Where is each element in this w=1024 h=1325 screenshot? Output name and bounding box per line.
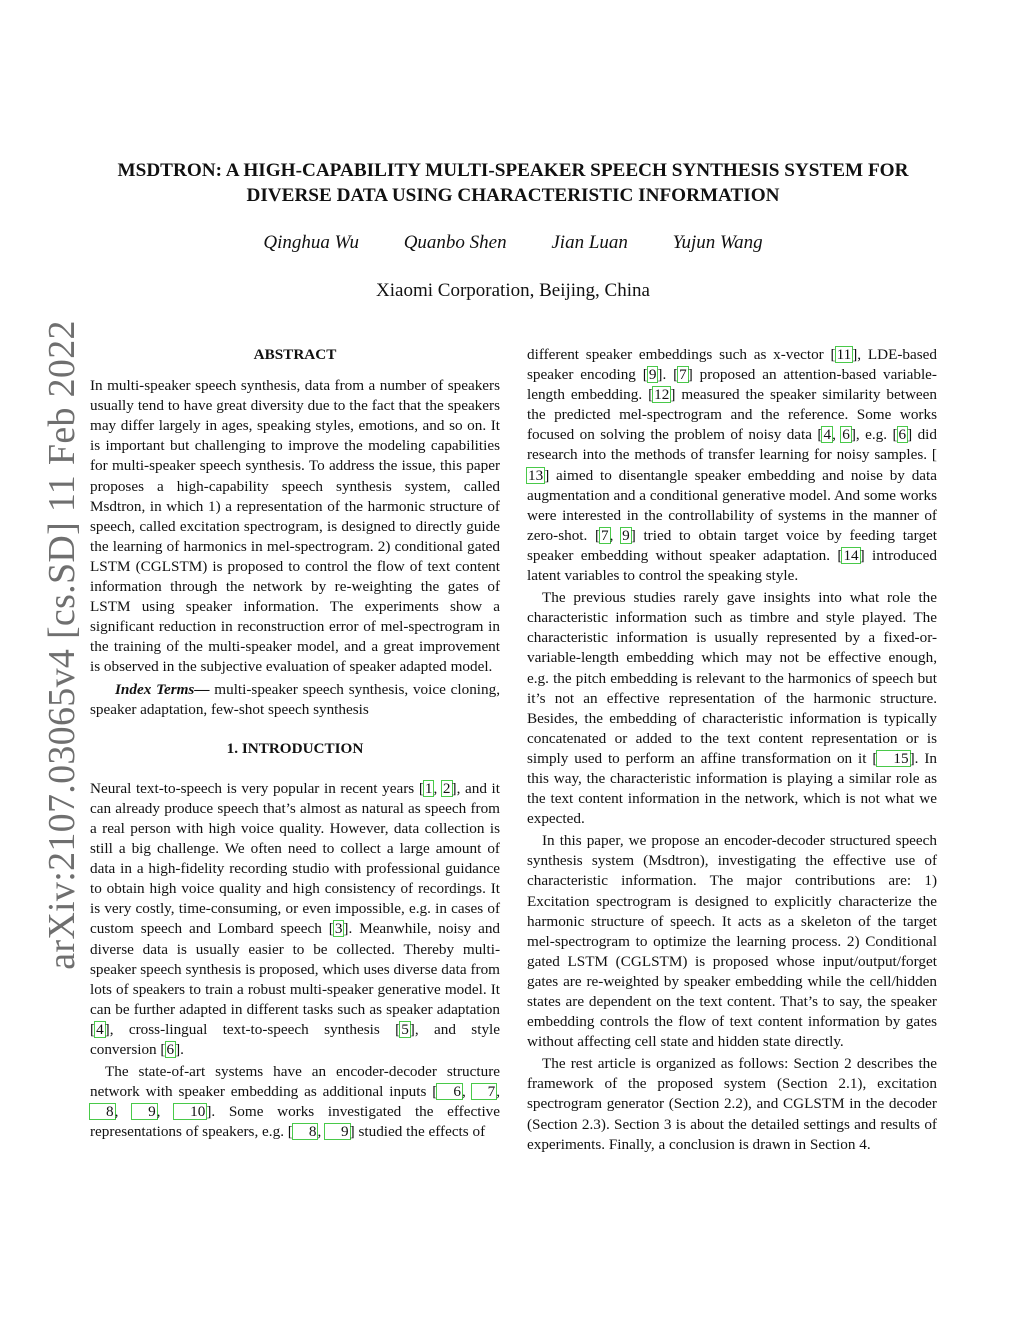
- text-run: ], e.g. [: [850, 426, 898, 444]
- citation-link[interactable]: 2: [442, 779, 451, 797]
- citation-link[interactable]: 4: [823, 426, 832, 444]
- citation-link[interactable]: 8: [90, 1104, 115, 1119]
- author-name: Yujun Wang: [672, 232, 763, 253]
- text-run: ] aimed to disentangle speaker embedding and noise by data augmentation and a conditional generative model. And some works were interested in the controllability of systems in the manner of zero-shot. [: [527, 466, 937, 544]
- citation-link[interactable]: 1: [424, 779, 433, 797]
- arxiv-identifier: arXiv:2107.03065v4 [cs.SD] 11 Feb 2022: [41, 320, 83, 970]
- index-terms-label: Index Terms—: [115, 680, 210, 698]
- text-run: ] proposed an attention-based variable-length embedding. [: [527, 366, 937, 404]
- text-run: ,: [156, 1103, 175, 1121]
- citation-link[interactable]: 7: [679, 366, 687, 384]
- text-run: ,: [832, 426, 842, 444]
- index-terms: [90, 680, 500, 720]
- left-column: [90, 345, 500, 1142]
- citation-link[interactable]: 6: [898, 426, 907, 444]
- citation-link[interactable]: 13: [528, 466, 544, 484]
- citation-link[interactable]: 8: [293, 1124, 318, 1139]
- text-run: ], and it can already produce speech that’s almost as natural as speech from a real person with high voice quality. However, data collection is still a big challenge. We often need to collect a large amount of data in a high-fidelity recording studio with professional guidance to obtain high voice quality and high consistency of recordings. It is very costly, time-consuming, or even impossible, e.g. in cases of custom speech and Lombard speech [: [90, 779, 500, 938]
- citation-link[interactable]: 6: [437, 1084, 462, 1099]
- right-column: [527, 345, 937, 1155]
- citation-link[interactable]: 4: [96, 1020, 104, 1038]
- text-run: Neural text-to-speech is very popular in recent years [: [90, 779, 424, 797]
- citation-link[interactable]: 15: [877, 751, 909, 766]
- text-run: ,: [496, 1083, 500, 1101]
- text-run: ] did research into the methods of transfer learning for noisy samples. [: [527, 426, 937, 464]
- text-run: ] introduced latent variables to control the speaking style.: [527, 546, 937, 585]
- intro-paragraph-2: [90, 1062, 500, 1142]
- citation-link[interactable]: 7: [601, 526, 609, 544]
- citation-link[interactable]: 14: [843, 546, 859, 564]
- author-name: Quanbo Shen: [403, 232, 507, 253]
- text-run: ]. In this way, the characteristic information is playing a similar role as the text content information in the network, which is not what we expected.: [527, 749, 937, 828]
- text-run: ], LDE-based speaker encoding [: [527, 346, 937, 384]
- citation-link[interactable]: 12: [654, 386, 670, 404]
- text-run: ] measured the speaker similarity between the predicted mel-spectrogram and the reference. Some works focused on solving the problem of noisy data [: [527, 386, 937, 444]
- text-run: ]. [: [657, 366, 679, 384]
- citation-link[interactable]: 10: [174, 1104, 206, 1119]
- index-terms-text: multi-speaker speech synthesis, voice cloning, speaker adaptation, few-shot speech synthesis: [90, 680, 500, 718]
- citation-link[interactable]: 5: [401, 1020, 409, 1038]
- text-run: different speaker embeddings such as x-vector [: [527, 346, 836, 363]
- text-run: ,: [609, 526, 622, 544]
- citation-link[interactable]: 7: [472, 1084, 497, 1099]
- text-run: ]. Meanwhile, noisy and diverse data is usually easier to be collected. Thereby multi-speaker speech synthesis is proposed, which uses diverse data from lots of speakers to train a robust multi-speaker generative model. It can be further adapted in different tasks such as speaker adaptation [: [90, 920, 501, 1038]
- text-run: The state-of-art systems have an encoder-decoder structure network with speaker embedding as additional inputs [: [90, 1063, 500, 1101]
- introduction-heading: 1. INTRODUCTION: [226, 739, 364, 757]
- text-run: ], and style conversion [: [90, 1020, 500, 1058]
- intro-paragraph-1: [90, 779, 500, 1060]
- text-run: ] studied the effects of: [349, 1123, 486, 1141]
- text-run: The previous studies rarely gave insights into what role the characteristic information such as timbre and style played. The characteristic information is usually represented by a fixed-or-variable-length embedding which may not be effective enough, e.g. the pitch embedding is relevant to the harmonics of speech but it’s not an effective representation of the harmonic structure. Besides, the embedding of characteristic information is typically concatenated or added to the text content representation or is simply used to perform an affine transformation on it [: [527, 589, 937, 767]
- affiliation: Xiaomi Corporation, Beijing, China: [376, 280, 650, 301]
- text-run: ] tried to obtain target voice by feeding target speaker embedding without speaker adaptation. [: [527, 526, 937, 564]
- citation-link[interactable]: 6: [166, 1041, 175, 1058]
- citation-link[interactable]: 9: [622, 526, 630, 544]
- text-run: ,: [317, 1123, 326, 1141]
- intro-paragraph-4: [527, 588, 937, 829]
- text-run: ,: [114, 1103, 133, 1121]
- author-name: Jian Luan: [551, 232, 628, 253]
- citation-link[interactable]: 3: [334, 920, 343, 938]
- intro-paragraph-3: [527, 345, 937, 586]
- citation-link[interactable]: 9: [325, 1124, 350, 1139]
- citation-link[interactable]: 6: [842, 426, 850, 444]
- author-list: [90, 230, 936, 256]
- text-run: ,: [433, 779, 442, 797]
- citation-link[interactable]: 9: [132, 1104, 157, 1119]
- citation-link[interactable]: 9: [648, 366, 657, 384]
- citation-link[interactable]: 11: [836, 346, 852, 363]
- abstract-heading: ABSTRACT: [253, 346, 337, 363]
- text-run: ,: [461, 1083, 472, 1101]
- paper-title: MSDTRON: A HIGH-CAPABILITY MULTI-SPEAKER SPEECH SYNTHESIS SYSTEM FOR DIVERSE DATA USING CHARACTERISTIC INFORMATION: [117, 160, 909, 206]
- text-run: ].: [175, 1041, 184, 1058]
- intro-paragraph-6: The rest article is organized as follows: Section 2 describes the framework of the proposed system (Section 2.1), excitation spectrogram generator (Section 2.2), and CGLSTM in the decoder (Section 2.3). Section 3 is about the detailed settings and results of experiments. Finally, a conclusion is drawn in Section 4.: [527, 1055, 937, 1153]
- text-run: ]. Some works investigated the effective representations of speakers, e.g. [: [90, 1103, 500, 1141]
- abstract-text: In multi-speaker speech synthesis, data from a number of speakers usually tend to have great diversity due to the fact that the speakers may differ largely in ages, speaking styles, emotions, and so on. It is important but challenging to improve the modeling capabilities for multi-speaker speech synthesis. To address the issue, this paper proposes a high-capability speech synthesis system, called Msdtron, in which 1) a representation of the harmonic structure of speech, called excitation spectrogram, is designed to directly guide the learning of harmonics in mel-spectrogram. 2) conditional gated LSTM (CGLSTM) is proposed to control the flow of text content information through the network by re-weighting the gates of LSTM using speaker information. The experiments show a significant reduction in reconstruction error of mel-spectrogram in the training of the multi-speaker model, and a great improvement is observed in the subjective evaluation of speaker adapted model.: [90, 377, 500, 676]
- text-run: ], cross-lingual text-to-speech synthesis [: [104, 1020, 401, 1038]
- intro-paragraph-5: In this paper, we propose an encoder-decoder structured speech synthesis system (Msdtron), investigating the effective use of characteristic information. The major contributions are: 1) Excitation spectrogram is designed to explicitly characterize the harmonic structure of speech. It acts as a skeleton of the target mel-spectrogram to optimize the learning process. 2) Conditional gated LSTM (CGLSTM) is proposed whose input/output/forget gates are re-weighted by speaker embedding while the cell/hidden states are dependent on the text content. That’s to say, the speaker embedding controls the flow of text content information by gates without affecting cell state and hidden state directly.: [527, 832, 937, 1051]
- author-name: Qinghua Wu: [263, 232, 359, 253]
